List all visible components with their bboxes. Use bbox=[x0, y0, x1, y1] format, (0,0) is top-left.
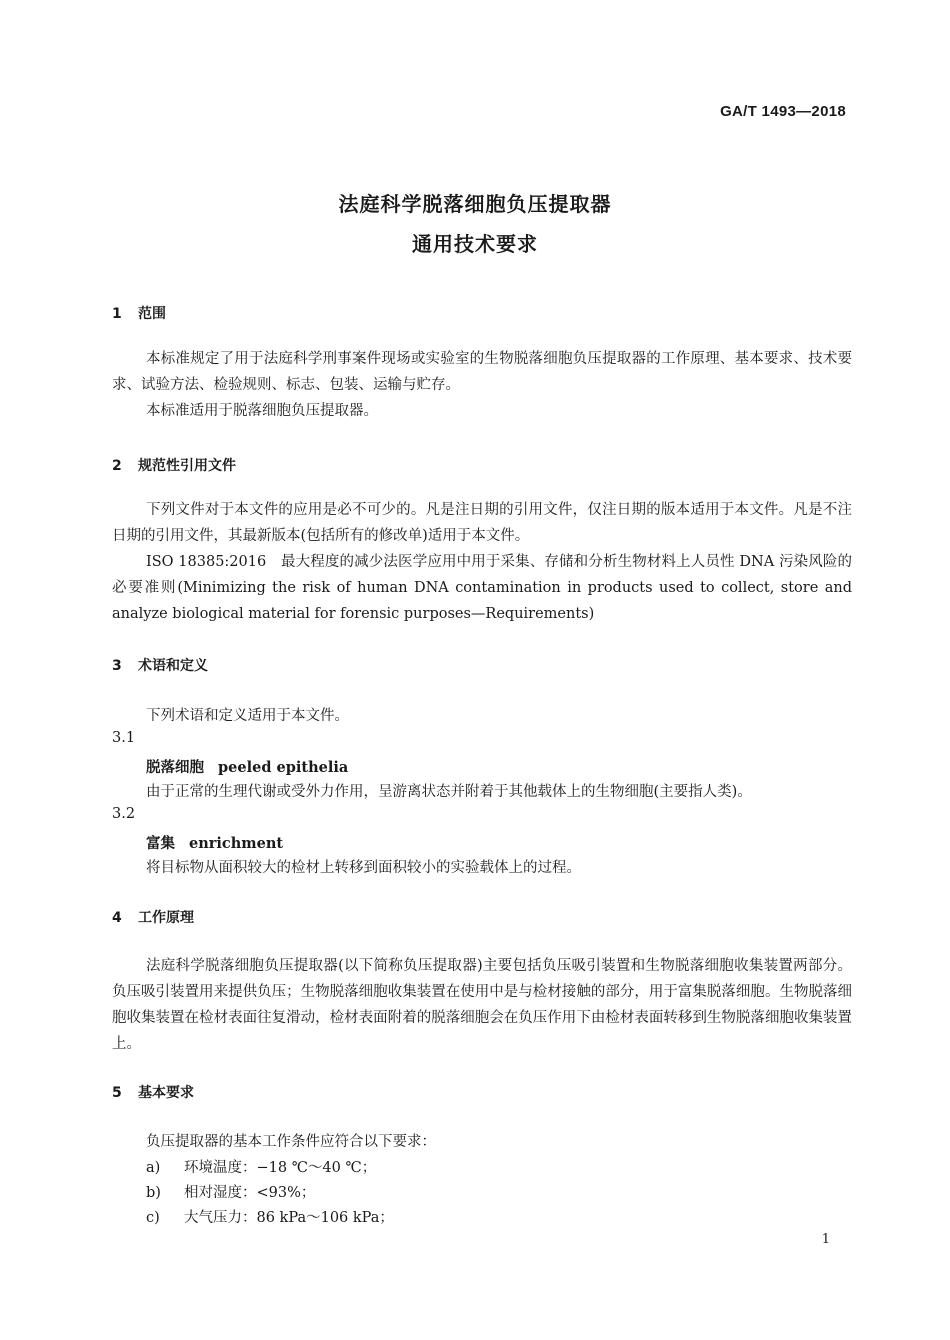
term-definition: 将目标物从面积较大的检材上转移到面积较小的实验载体上的过程。 bbox=[146, 860, 581, 876]
page-number: 1 bbox=[821, 1232, 830, 1247]
section-title: 基本要求 bbox=[138, 1085, 194, 1101]
section-number: 3 bbox=[112, 658, 122, 674]
section-number: 2 bbox=[112, 458, 122, 474]
term-3-1 bbox=[146, 756, 348, 777]
section-5-heading bbox=[112, 1082, 194, 1102]
document-title-line-1: 法庭科学脱落细胞负压提取器 bbox=[338, 192, 612, 216]
section-5-intro: 负压提取器的基本工作条件应符合以下要求： bbox=[146, 1134, 436, 1150]
list-marker: c) bbox=[146, 1210, 160, 1226]
document-title-line-2: 通用技术要求 bbox=[412, 232, 538, 256]
term-chinese: 富集 bbox=[146, 836, 175, 852]
term-3-2 bbox=[146, 832, 283, 853]
section-title: 范围 bbox=[138, 306, 166, 322]
section-number: 1 bbox=[112, 306, 122, 322]
section-3-intro: 下列术语和定义适用于本文件。 bbox=[146, 708, 349, 724]
term-number: 3.2 bbox=[112, 806, 136, 822]
list-item bbox=[146, 1156, 376, 1177]
section-1-heading bbox=[112, 303, 166, 323]
section-4-paragraph: 法庭科学脱落细胞负压提取器(以下简称负压提取器)主要包括负压吸引装置和生物脱落细胞收集装置两部分。负压吸引装置用来提供负压；生物脱落细胞收集装置在使用中是与检材接触的部分，用于富集脱落细胞。生物脱落细胞收集装置在检材表面往复滑动，检材表面附着的脱落细胞会在负压作用下由检材表面转移到生物脱落细胞收集装置上。 bbox=[112, 958, 852, 1052]
term-english: peeled epithelia bbox=[218, 759, 349, 776]
section-title: 术语和定义 bbox=[138, 658, 208, 674]
term-definition: 由于正常的生理代谢或受外力作用，呈游离状态并附着于其他载体上的生物细胞(主要指人类)。 bbox=[146, 784, 752, 800]
list-marker: b) bbox=[146, 1185, 161, 1201]
section-3-heading bbox=[112, 655, 208, 675]
section-1-paragraph-1: 本标准规定了用于法庭科学刑事案件现场或实验室的生物脱落细胞负压提取器的工作原理、基本要求、技术要求、试验方法、检验规则、标志、包装、运输与贮存。 bbox=[112, 351, 852, 393]
term-number: 3.1 bbox=[112, 730, 136, 746]
list-text: 大气压力：86 kPa～106 kPa； bbox=[184, 1210, 394, 1226]
section-4-heading bbox=[112, 907, 194, 927]
section-title: 规范性引用文件 bbox=[138, 458, 236, 474]
term-chinese: 脱落细胞 bbox=[146, 760, 204, 776]
standard-code: GA/T 1493—2018 bbox=[720, 103, 846, 120]
section-1-paragraph-2: 本标准适用于脱落细胞负压提取器。 bbox=[146, 403, 378, 419]
section-title: 工作原理 bbox=[138, 910, 194, 926]
section-2-paragraph-1: 下列文件对于本文件的应用是必不可少的。凡是注日期的引用文件，仅注日期的版本适用于本文件。凡是不注日期的引用文件，其最新版本(包括所有的修改单)适用于本文件。 bbox=[112, 502, 852, 544]
list-text: 环境温度：−18 ℃～40 ℃； bbox=[184, 1160, 377, 1176]
section-2-heading bbox=[112, 455, 236, 475]
list-item bbox=[146, 1181, 315, 1202]
section-number: 5 bbox=[112, 1085, 122, 1101]
section-2-reference: ISO 18385:2016 最大程度的减少法医学应用中用于采集、存储和分析生物材料上人员性 DNA 污染风险的必要准则(Minimizing the risk of human DNA contamination in products used to collect, store and analyze biological material for forensic purposes—Requirements) bbox=[112, 554, 852, 622]
term-english: enrichment bbox=[189, 835, 284, 852]
list-marker: a) bbox=[146, 1160, 161, 1176]
list-item bbox=[146, 1206, 394, 1227]
list-text: 相对湿度：<93%； bbox=[184, 1185, 316, 1201]
section-number: 4 bbox=[112, 910, 122, 926]
